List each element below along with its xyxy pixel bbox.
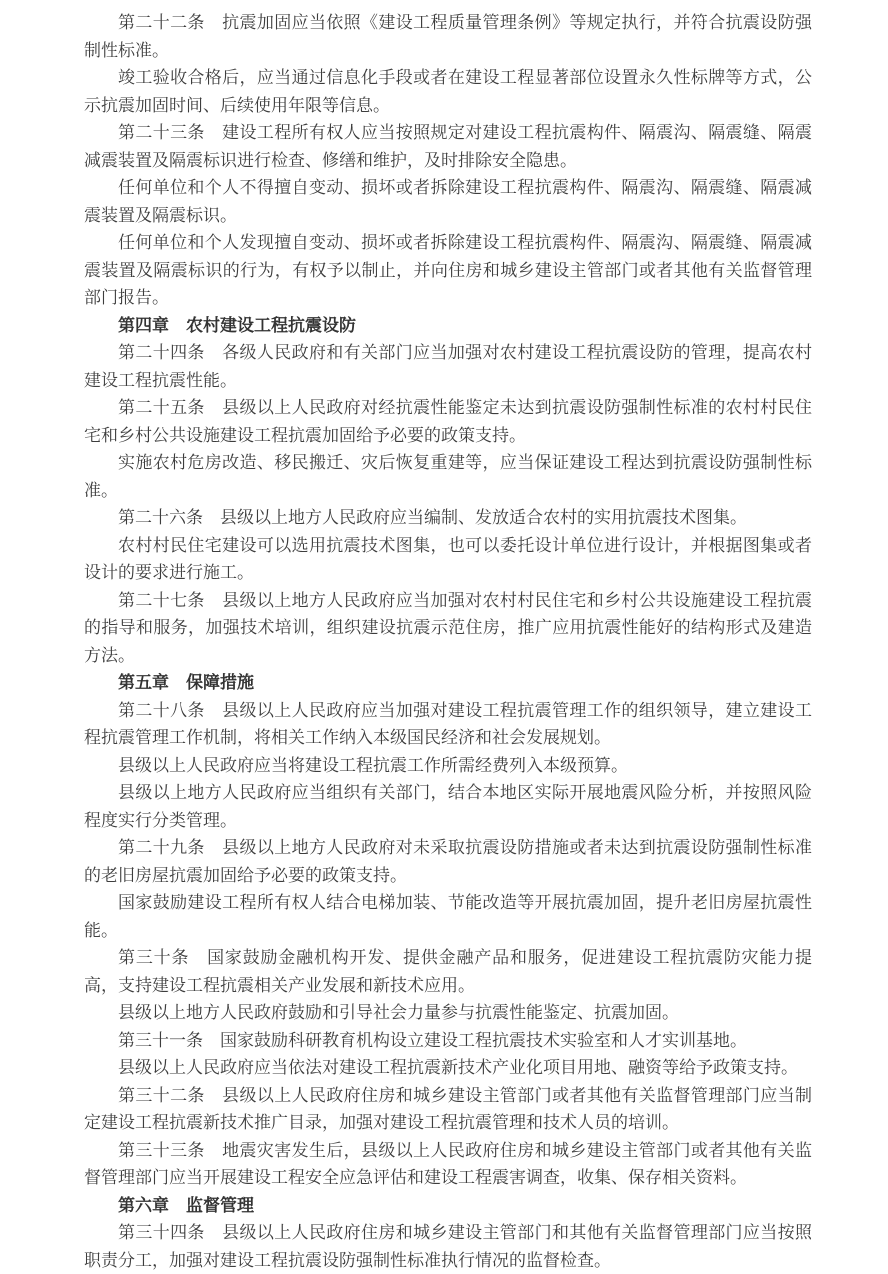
legal-paragraph: 县级以上地方人民政府鼓励和引导社会力量参与抗震性能鉴定、抗震加固。 [118,1003,679,1022]
legal-paragraph: 第二十六条 县级以上地方人民政府应当编制、发放适合农村的实用抗震技术图集。 [118,508,747,527]
document-body [84,9,812,1274]
legal-paragraph: 第二十五条 县级以上人民政府对经抗震性能鉴定未达到抗震设防强制性标准的农村村民住宅和乡村公共设施建设工程抗震加固给予必要的政策支持。 [84,398,812,445]
chapter-heading: 第四章 农村建设工程抗震设防 [118,315,356,335]
legal-paragraph: 第三十一条 国家鼓励科研教育机构设立建设工程抗震技术实验室和人才实训基地。 [118,1030,747,1050]
legal-paragraph: 第二十三条 建设工程所有权人应当按照规定对建设工程抗震构件、隔震沟、隔震缝、隔震减震装置及隔震标识进行检查、修缮和维护，及时排除安全隐患。 [84,123,812,170]
legal-paragraph: 第三十二条 县级以上人民政府住房和城乡建设主管部门或者其他有关监督管理部门应当制定建设工程抗震新技术推广目录，加强对建设工程抗震管理和技术人员的培训。 [84,1085,812,1132]
legal-paragraph: 第三十三条 地震灾害发生后，县级以上人民政府住房和城乡建设主管部门或者其他有关监督管理部门应当开展建设工程安全应急评估和建设工程震害调查，收集、保存相关资料。 [84,1140,812,1187]
legal-paragraph: 县级以上人民政府应当依法对建设工程抗震新技术产业化项目用地、融资等给予政策支持。 [118,1058,798,1077]
chapter-heading: 第六章 监督管理 [118,1195,254,1215]
legal-paragraph: 第二十七条 县级以上地方人民政府应当加强对农村村民住宅和乡村公共设施建设工程抗震的指导和服务，加强技术培训，组织建设抗震示范住房，推广应用抗震性能好的结构形式及建造方法。 [84,590,812,665]
legal-paragraph: 任何单位和个人不得擅自变动、损坏或者拆除建设工程抗震构件、隔震沟、隔震缝、隔震减震装置及隔震标识。 [84,178,812,225]
legal-paragraph: 第三十四条 县级以上人民政府住房和城乡建设主管部门和其他有关监督管理部门应当按照职责分工，加强对建设工程抗震设防强制性标准执行情况的监督检查。 [84,1223,812,1270]
legal-paragraph: 国家鼓励建设工程所有权人结合电梯加装、节能改造等开展抗震加固，提升老旧房屋抗震性能。 [84,893,812,940]
legal-paragraph: 任何单位和个人发现擅自变动、损坏或者拆除建设工程抗震构件、隔震沟、隔震缝、隔震减震装置及隔震标识的行为，有权予以制止，并向住房和城乡建设主管部门或者其他有关监督管理部门报告。 [84,233,812,307]
legal-paragraph: 县级以上人民政府应当将建设工程抗震工作所需经费列入本级预算。 [118,755,628,775]
legal-paragraph: 第二十二条 抗震加固应当依照《建设工程质量管理条例》等规定执行，并符合抗震设防强制性标准。 [84,13,812,60]
legal-paragraph: 第二十九条 县级以上地方人民政府对未采取抗震设防措施或者未达到抗震设防强制性标准的老旧房屋抗震加固给予必要的政策支持。 [84,838,812,885]
legal-paragraph: 第二十八条 县级以上人民政府应当加强对建设工程抗震管理工作的组织领导，建立建设工程抗震管理工作机制，将相关工作纳入本级国民经济和社会发展规划。 [84,700,812,747]
legal-paragraph: 第二十四条 各级人民政府和有关部门应当加强对农村建设工程抗震设防的管理，提高农村建设工程抗震性能。 [84,343,812,390]
legal-paragraph: 第三十条 国家鼓励金融机构开发、提供金融产品和服务，促进建设工程抗震防灾能力提高，支持建设工程抗震相关产业发展和新技术应用。 [84,948,812,995]
legal-paragraph: 县级以上地方人民政府应当组织有关部门，结合本地区实际开展地震风险分析，并按照风险程度实行分类管理。 [84,783,812,830]
legal-paragraph: 农村村民住宅建设可以选用抗震技术图集，也可以委托设计单位进行设计，并根据图集或者设计的要求进行施工。 [84,535,812,582]
chapter-heading: 第五章 保障措施 [118,673,254,692]
legal-paragraph: 实施农村危房改造、移民搬迁、灾后恢复重建等，应当保证建设工程达到抗震设防强制性标准。 [84,453,812,500]
legal-paragraph: 竣工验收合格后，应当通过信息化手段或者在建设工程显著部位设置永久性标牌等方式，公示抗震加固时间、后续使用年限等信息。 [84,68,812,115]
